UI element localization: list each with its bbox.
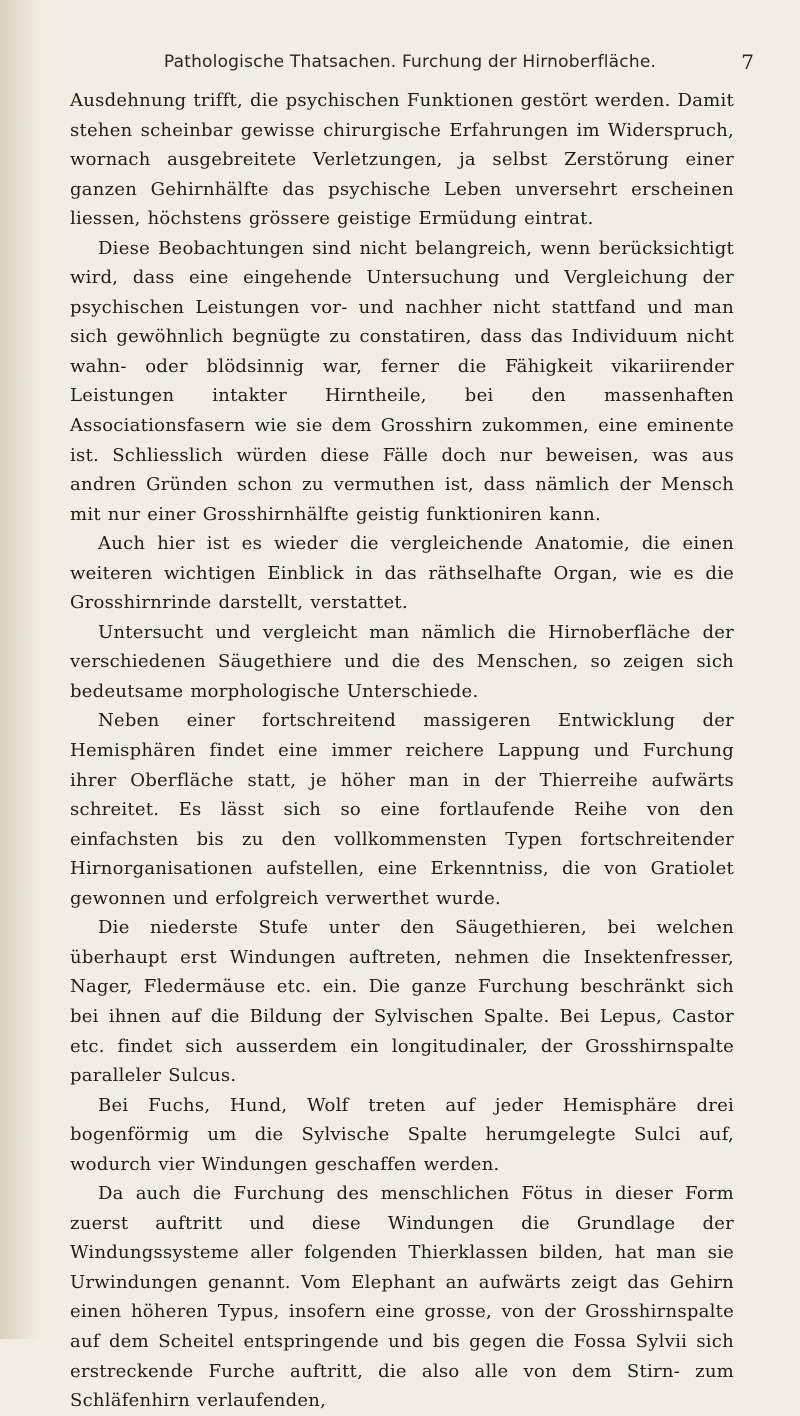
paragraph: Untersucht und vergleicht man nämlich die Hirnoberfläche der verschiedenen Säugethiere und die des Menschen, so zeigen sich bedeutsame morphologische Unterschiede.	[70, 621, 734, 702]
body-text	[70, 86, 734, 1416]
header-title: Pathologische Thatsachen. Furchung der Hirnoberfläche.	[163, 52, 657, 72]
gutter-shadow	[0, 0, 40, 1339]
paragraph: Die niederste Stufe unter den Säugethieren, bei welchen überhaupt erst Windungen auftreten, nehmen die Insektenfresser, Nager, Fledermäuse etc. ein. Die ganze Furchung beschränkt sich bei ihnen auf die Bildung der Sylvischen Spalte. Bei Lepus, Castor etc. findet sich ausserdem ein longitudinaler, der Grosshirnspalte paralleler Sulcus.	[70, 917, 734, 1087]
paragraph: Ausdehnung trifft, die psychischen Funktionen gestört werden. Damit stehen scheinbar gewisse chirurgische Erfahrungen im Widerspruch, wornach ausgebreitete Verletzungen, ja selbst Zerstörung einer ganzen Gehirnhälfte das psychische Leben unversehrt erscheinen liessen, höchstens grössere geistige Ermüdung eintrat.	[70, 90, 734, 230]
page-number: 7	[741, 50, 754, 74]
paragraph: Neben einer fortschreitend massigeren Entwicklung der Hemisphären findet eine immer reichere Lappung und Furchung ihrer Oberfläche statt, je höher man in der Thierreihe aufwärts schreitet. Es lässt sich so eine fortlaufende Reihe von den einfachsten bis zu den vollkommensten Typen fortschreitender Hirnorganisationen aufstellen, eine Erkenntniss, die von Gratiolet gewonnen und erfolgreich verwerthet wurde.	[70, 710, 734, 909]
paragraph: Bei Fuchs, Hund, Wolf treten auf jeder Hemisphäre drei bogenförmig um die Sylvische Spalte herumgelegte Sulci auf, wodurch vier Windungen geschaffen werden.	[70, 1094, 734, 1175]
paragraph: Da auch die Furchung des menschlichen Fötus in dieser Form zuerst auftritt und diese Windungen die Grundlage der Windungssysteme aller folgenden Thierklassen bilden, hat man sie Urwindungen genannt. Vom Elephant an aufwärts zeigt das Gehirn einen höheren Typus, insofern eine grosse, von der Grosshirnspalte auf dem Scheitel entspringende und bis gegen die Fossa Sylvii sich erstreckende Furche auftritt, die also alle von dem Stirn- zum Schläfenhirn verlaufenden,	[70, 1183, 734, 1412]
paragraph: Auch hier ist es wieder die vergleichende Anatomie, die einen weiteren wichtigen Einblick in das räthselhafte Organ, wie es die Grosshirnrinde darstellt, verstattet.	[70, 533, 734, 614]
paragraph: Diese Beobachtungen sind nicht belangreich, wenn berücksichtigt wird, dass eine eingehende Untersuchung und Vergleichung der psychischen Leistungen vor- und nachher nicht stattfand und man sich gewöhnlich begnügte zu constatiren, dass das Individuum nicht wahn- oder blödsinnig war, ferner die Fähigkeit vikariirender Leistungen intakter Hirntheile, bei den massenhaften Associationsfasern wie sie dem Grosshirn zukommen, eine eminente ist. Schliesslich würden diese Fälle doch nur beweisen, was aus andren Gründen schon zu vermuthen ist, dass nämlich der Mensch mit nur einer Grosshirnhälfte geistig funktioniren kann.	[70, 237, 734, 525]
